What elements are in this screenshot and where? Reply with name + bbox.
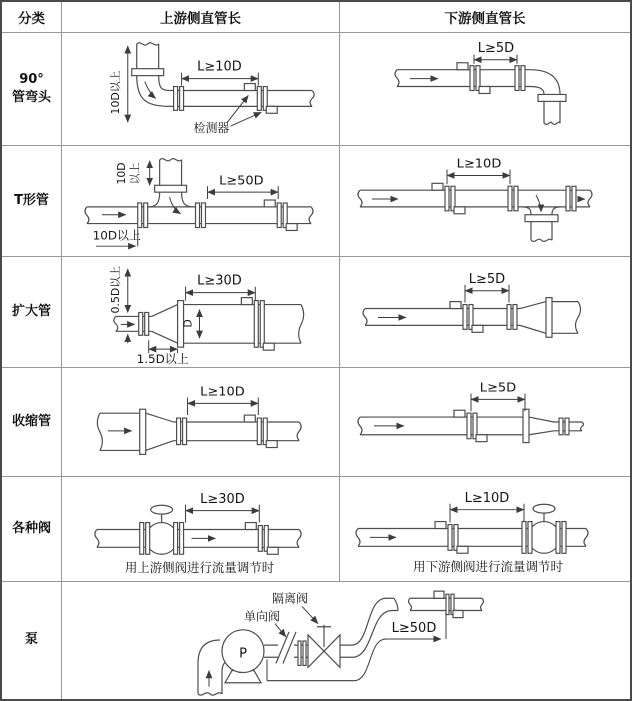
branch-flow-arrow [170, 197, 181, 214]
flow-meter [454, 410, 487, 441]
diagram-expander-downstream [340, 257, 630, 367]
dim-branch-line1: 10D [114, 162, 128, 185]
pipe-drawing [358, 183, 592, 241]
pipe-drawing [363, 298, 581, 338]
dim-vertical-run: 10D以上 [108, 70, 122, 115]
header-upstream-label: 上游侧直管长 [160, 11, 241, 27]
cell-tee-upstream [62, 146, 340, 257]
dim-downstream-length: L≥10D [464, 490, 510, 506]
header-downstream-label: 下游侧直管长 [444, 11, 526, 27]
isolation-valve-label: 隔离阀 [272, 591, 308, 606]
header-upstream [62, 2, 340, 33]
header-category-label: 分类 [18, 11, 45, 27]
detector-leader-top [227, 95, 248, 122]
category-reducer [2, 368, 62, 477]
dim-offset: 0.5D以上 [108, 265, 122, 314]
check-valve-leader [275, 624, 286, 637]
cell-elbow-upstream [62, 33, 340, 146]
pipe-drawing [114, 298, 304, 351]
pipe-drawing [356, 504, 588, 553]
upstream-valve-caption: 用上游侧阀进行流量调节时 [124, 560, 275, 576]
dim-downstream-length: L≥5D [479, 380, 517, 396]
cell-tee-downstream [340, 146, 630, 257]
dim-pump-length: L≥50D [391, 620, 437, 636]
dimensions [93, 161, 279, 246]
category-reducer-label: 收缩管 [11, 413, 51, 429]
diagram-valves-upstream [62, 477, 339, 581]
cell-reducer-upstream [62, 368, 340, 477]
dim-downstream-length: L≥5D [468, 271, 506, 287]
category-pump-label: 泵 [24, 632, 38, 648]
pipe-drawing [95, 505, 301, 554]
pipe-drawing [198, 591, 484, 695]
diagram-valves-downstream [340, 477, 630, 581]
dim-branch-line2: 以上 [128, 162, 142, 185]
detector-label: 检测器 [193, 121, 230, 136]
flow-meter [244, 415, 277, 447]
flow-meter [244, 84, 277, 114]
dim-upstream-length: L≥10D [200, 384, 245, 400]
header-category [2, 2, 62, 33]
flow-meter [450, 302, 483, 333]
branch-flow-arrow [536, 195, 541, 212]
flow-meter [264, 200, 297, 230]
diagram-reducer-upstream [62, 368, 339, 476]
diagram-reducer-downstream [340, 368, 630, 476]
detector-leader-bottom [230, 112, 261, 126]
cell-expander-upstream [62, 257, 340, 368]
category-valves [2, 477, 62, 582]
flow-meter [434, 591, 463, 617]
dim-upstream-length: L≥50D [219, 173, 264, 189]
cell-expander-downstream [340, 257, 630, 368]
dimensions [188, 385, 259, 416]
category-elbow [2, 33, 62, 146]
dim-downstream-length: L≥5D [477, 40, 515, 56]
diagram-pump [62, 582, 630, 699]
flow-meter [457, 63, 490, 94]
cell-elbow-downstream [340, 33, 630, 146]
dimensions [244, 590, 446, 680]
dimensions [474, 41, 517, 64]
flow-meter [432, 183, 465, 213]
category-valves-label: 各种阀 [11, 520, 51, 536]
isolation-valve-icon [308, 625, 340, 668]
dim-upstream-length: L≥10D [197, 59, 242, 75]
header-downstream [340, 2, 630, 33]
cell-valves-upstream [62, 477, 340, 582]
valve-icon [522, 504, 566, 553]
check-valve-label: 单向阀 [244, 609, 280, 624]
category-expander-label: 扩大管 [11, 303, 51, 319]
diagram-tee-downstream [340, 146, 630, 256]
cell-pump-combined [62, 582, 630, 699]
flow-meter [245, 523, 278, 555]
flow-meter [241, 298, 274, 351]
dimensions [465, 272, 509, 303]
valve-icon [140, 505, 184, 554]
dim-diameter: D [181, 319, 195, 328]
diagram-elbow-downstream [340, 33, 630, 145]
flow-meter [435, 522, 468, 554]
category-tee [2, 146, 62, 257]
category-pump [2, 582, 62, 699]
diagram-elbow-upstream [62, 33, 339, 145]
category-elbow-line1: 90° [19, 71, 44, 87]
dim-cone-length: 1.5D以上 [136, 352, 189, 367]
isolation-valve-leader [302, 606, 318, 623]
category-elbow-line2: 管弯头 [11, 90, 51, 105]
cell-valves-downstream [340, 477, 630, 582]
dim-upstream-length: L≥30D [197, 273, 242, 289]
pipe-drawing [358, 409, 584, 442]
dimensions [471, 381, 525, 412]
dimensions [447, 157, 510, 185]
pump-letter: P [239, 646, 247, 662]
dim-bottom: 10D以上 [92, 228, 141, 243]
downstream-valve-caption: 用下游侧阀进行流量调节时 [413, 559, 563, 575]
category-expander [2, 257, 62, 368]
pipe-drawing [132, 43, 314, 114]
diagram-expander-upstream [62, 257, 339, 367]
flow-arrow [145, 82, 156, 99]
category-tee-label: T形管 [14, 192, 49, 208]
dim-downstream-length: L≥10D [456, 156, 502, 172]
cell-reducer-downstream [340, 368, 630, 477]
pipe-drawing [395, 63, 566, 125]
dim-upstream-length: L≥30D [200, 491, 245, 507]
diagram-tee-upstream [62, 146, 339, 256]
pipe-drawing [97, 409, 301, 454]
